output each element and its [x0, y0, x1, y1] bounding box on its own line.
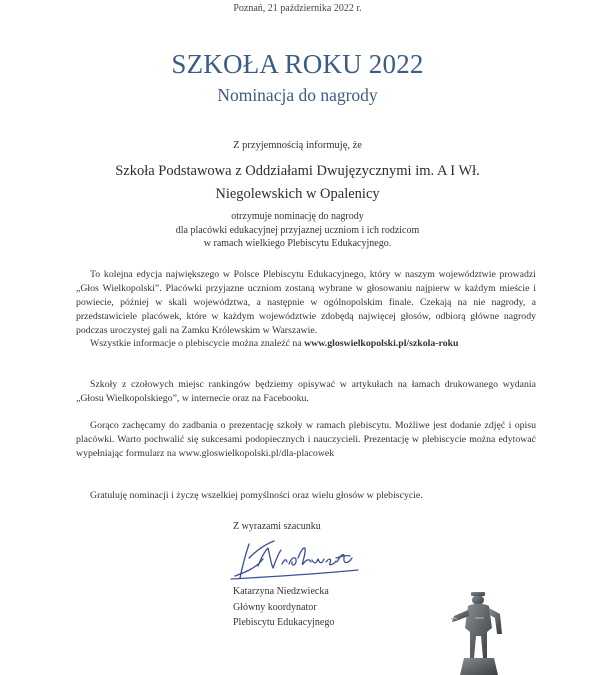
signer-block [233, 584, 334, 631]
school-name-line-2: Niegolewskich w Opalenicy [215, 186, 380, 202]
signer-role: Główny koordynator [233, 601, 317, 613]
body-paragraph-3: Szkoły z czołowych miejsc rankingów będziemy opisywać w artykułach na łamach drukowanego wydania „Głosu Wielkopolskiego”, w internecie oraz na Facebooku. [76, 379, 536, 404]
letter-title: SZKOŁA ROKU 2022 [171, 49, 424, 79]
signer-name: Katarzyna Niedzwiecka [233, 586, 329, 597]
body-paragraph-1: To kolejna edycja największego w Polsce Plebiscytu Edukacyjnego, który w naszym województwie prowadzi „Głos Wielkopolski”. Placówki przyjazne uczniom zostaną wybrane w głosowaniu najpierw w każdym mieście i powiecie, później w skali województwa, a następnie w ogólnopolskim finale. Czekają na nie nagrody, a przedstawiciele placówek, które w każdym województwie zdobędą najwięcej głosów, odbiorą główne nagrody podczas uroczystej gali na Zamku Królewskim w Warszawie. [76, 269, 536, 336]
school-name-line-1: Szkoła Podstawowa z Oddziałami Dwujęzycznymi im. A I Wł. [115, 163, 480, 179]
plebiscite-website-link[interactable]: www.gloswielkopolski.pl/szkola-roku [304, 338, 459, 349]
body-paragraph-2 [76, 337, 536, 351]
nomination-line-2: dla placówki edukacyjnej przyjaznej uczniom i ich rodzicom [175, 224, 420, 236]
intro-line: Z przyjemnością informuję, że [233, 140, 362, 151]
nomination-line-1: otrzymuje nominację do nagrody [231, 211, 364, 222]
closing-regards: Z wyrazami szacunku [233, 521, 321, 532]
award-statuette-image [440, 588, 520, 675]
paragraph-2-text: Wszystkie informacje o plebiscycie można znaleźć na [90, 338, 305, 349]
nomination-block [0, 210, 595, 251]
body-paragraph-4: Gorąco zachęcamy do zadbania o prezentację szkoły w ramach plebiscytu. Możliwe jest dodanie zdjęć i opisu placówki. Warto pochwalić się sukcesami podopiecznych i nauczycieli. Prezentację w plebiscycie można edytować wypełniając formularz na www.gloswielkopolski.pl/dla-placowek [76, 420, 536, 459]
school-name [0, 160, 595, 206]
letter-subtitle: Nominacja do nagrody [217, 85, 378, 105]
body-paragraph-5: Gratuluję nominacji i życzę wszelkiej pomyślności oraz wielu głosów w plebiscycie. [90, 490, 423, 501]
letter-date: Poznań, 21 października 2022 r. [233, 3, 362, 14]
nomination-line-3: w ramach wielkiego Plebiscytu Edukacyjnego. [203, 238, 392, 249]
signer-organization: Plebiscytu Edukacyjnego [233, 617, 335, 628]
handwritten-signature [226, 538, 366, 582]
